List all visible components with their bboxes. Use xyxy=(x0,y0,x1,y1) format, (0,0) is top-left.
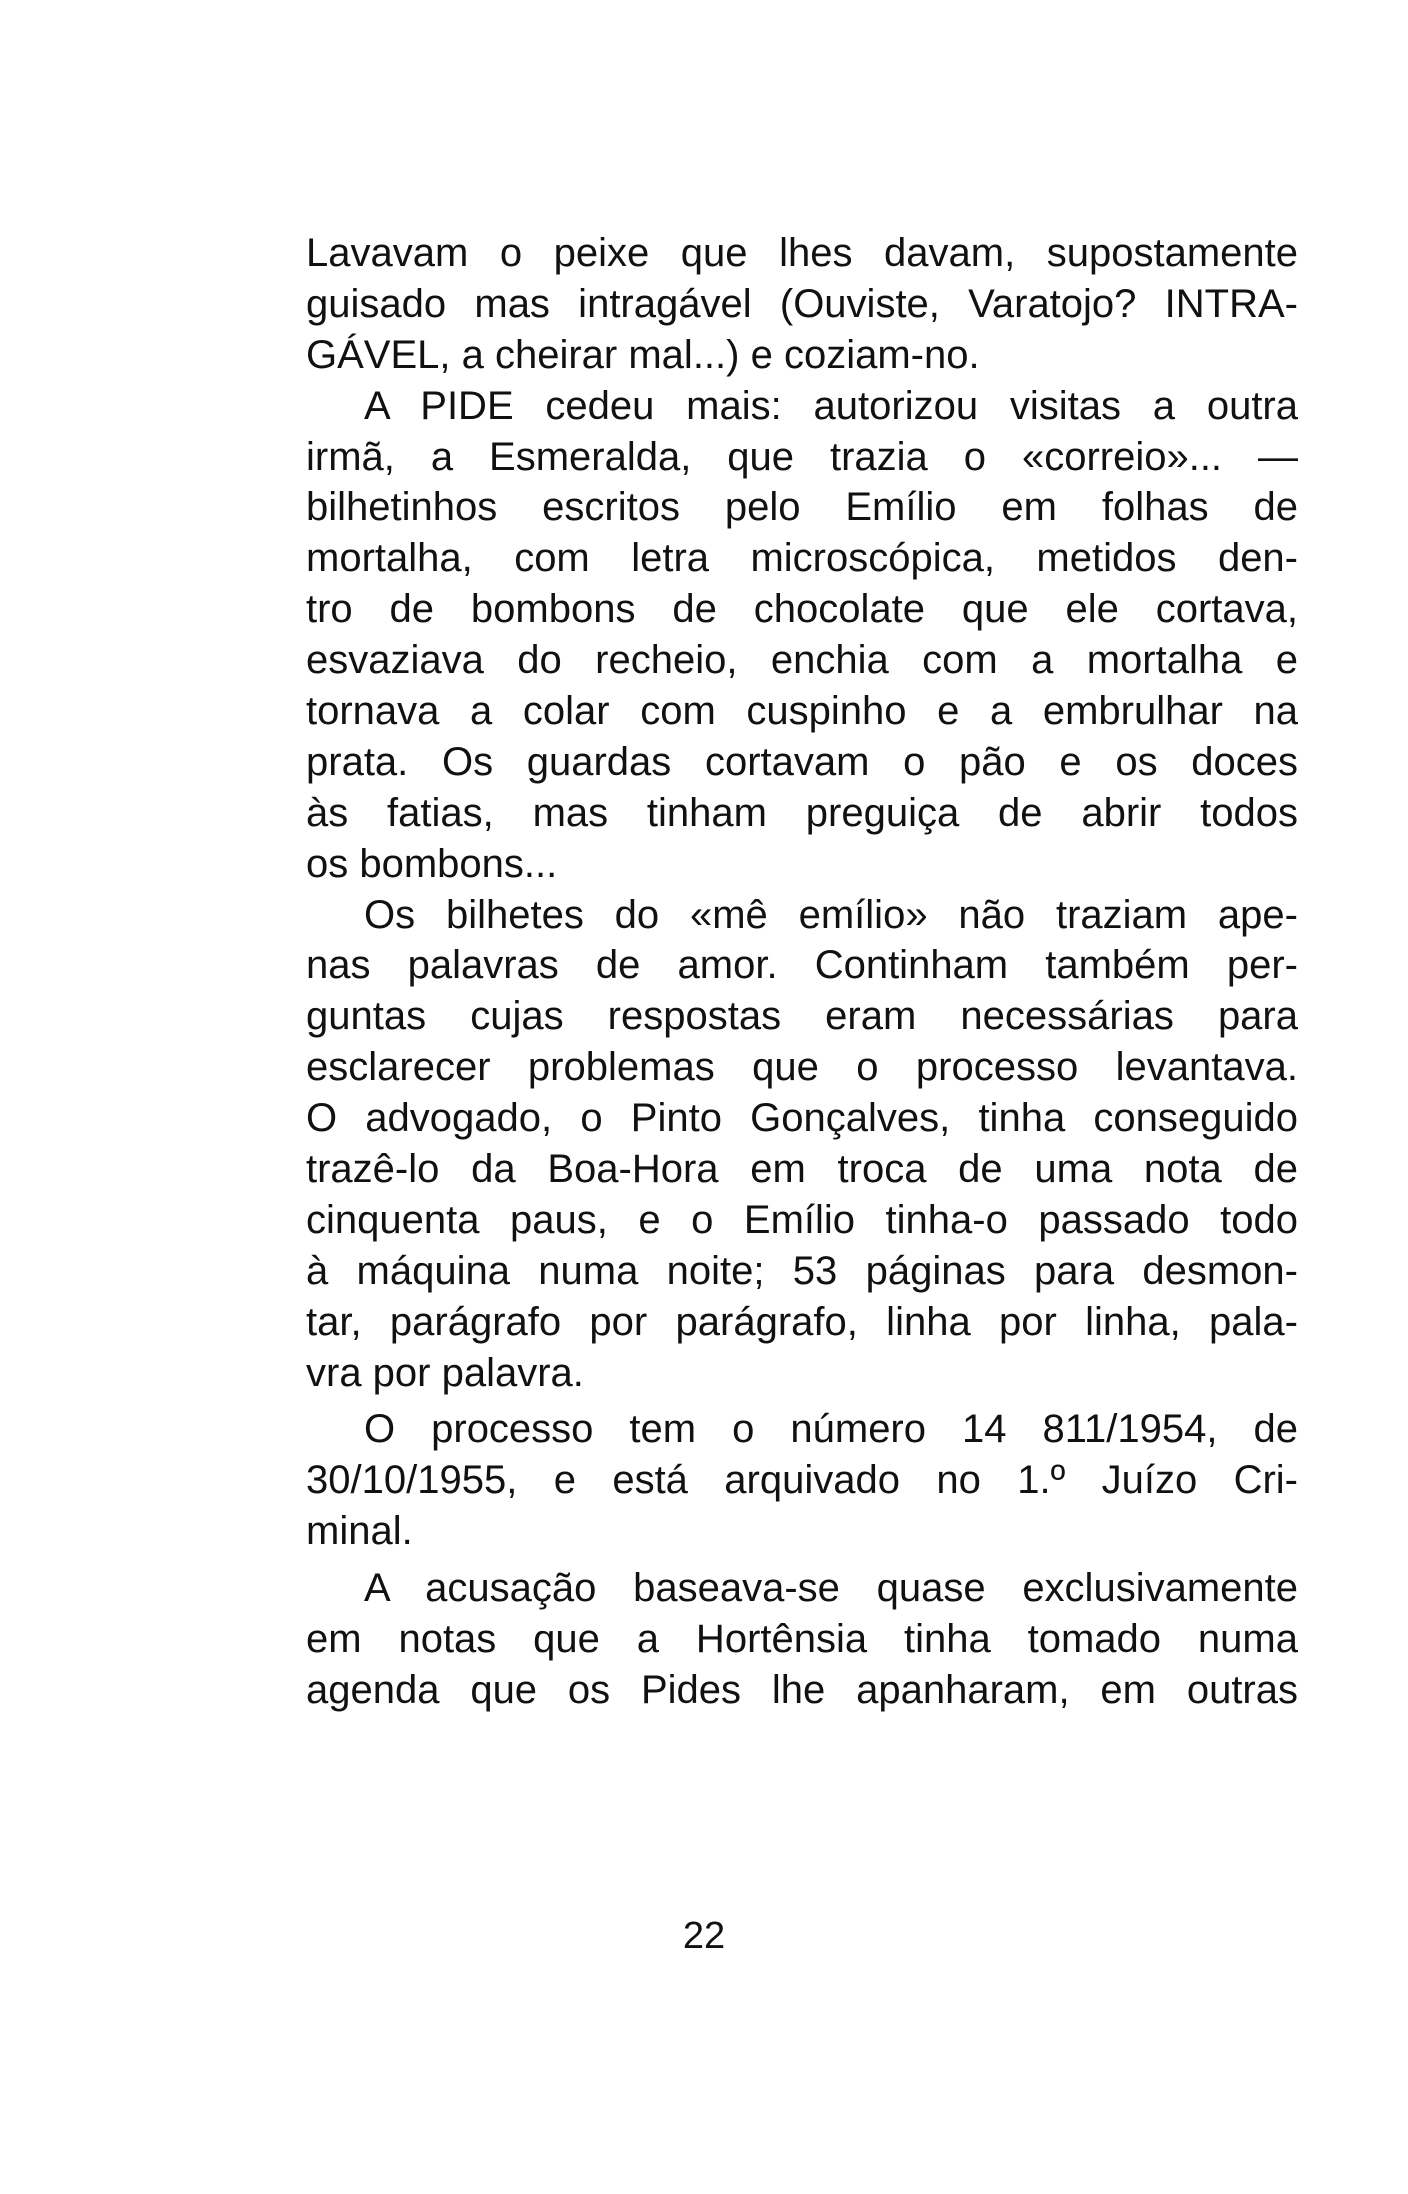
text-line: trazê-lo da Boa-Hora em troca de uma nota de xyxy=(306,1147,1298,1192)
text-line: esvaziava do recheio, enchia com a mortalha e xyxy=(306,638,1298,683)
text-line: GÁVEL, a cheirar mal...) e coziam-no. xyxy=(306,332,980,377)
text-line: prata. Os guardas cortavam o pão e os doces xyxy=(306,739,1298,784)
text-line: A acusação baseava-se quase exclusivamente xyxy=(364,1566,1298,1611)
text-line: os bombons... xyxy=(306,841,558,886)
text-line: Os bilhetes do «mê emílio» não traziam ape- xyxy=(364,892,1298,937)
paragraph-5 xyxy=(306,1563,1298,1716)
text-line: tornava a colar com cuspinho e a embrulhar na xyxy=(306,689,1298,734)
text-line: às fatias, mas tinham preguiça de abrir todos xyxy=(306,790,1298,835)
text-line: à máquina numa noite; 53 páginas para desmon- xyxy=(306,1248,1298,1293)
text-line: mortalha, com letra microscópica, metidos den- xyxy=(306,536,1298,581)
text-line: agenda que os Pides lhe apanharam, em outras xyxy=(306,1667,1298,1712)
text-line: em notas que a Hortênsia tinha tomado numa xyxy=(306,1617,1298,1662)
page-number: 22 xyxy=(682,1915,726,1957)
text-line: tar, parágrafo por parágrafo, linha por linha, pala- xyxy=(306,1299,1298,1344)
text-line: A PIDE cedeu mais: autorizou visitas a outra xyxy=(364,383,1298,428)
paragraph-1 xyxy=(306,228,1298,381)
text-line: guntas cujas respostas eram necessárias para xyxy=(306,994,1298,1039)
text-line: O advogado, o Pinto Gonçalves, tinha conseguido xyxy=(306,1096,1298,1141)
text-line: nas palavras de amor. Continham também per- xyxy=(306,943,1298,988)
text-line: irmã, a Esmeralda, que trazia o «correio»... — xyxy=(306,434,1298,479)
text-line: minal. xyxy=(306,1509,413,1554)
paragraph-2 xyxy=(306,381,1298,890)
text-line: esclarecer problemas que o processo levantava. xyxy=(306,1045,1298,1090)
paragraph-3 xyxy=(306,890,1298,1399)
body-text xyxy=(306,228,1298,1716)
text-line: vra por palavra. xyxy=(306,1350,584,1395)
text-line: O processo tem o número 14 811/1954, de xyxy=(364,1407,1298,1452)
text-line: 30/10/1955, e está arquivado no 1.º Juízo Cri- xyxy=(306,1458,1298,1503)
text-line: tro de bombons de chocolate que ele cortava, xyxy=(306,587,1298,632)
text-line: guisado mas intragável (Ouviste, Varatojo? INTRA- xyxy=(306,281,1298,326)
text-line: Lavavam o peixe que lhes davam, supostamente xyxy=(306,231,1298,275)
text-line: cinquenta paus, e o Emílio tinha-o passado todo xyxy=(306,1197,1298,1242)
text-line: bilhetinhos escritos pelo Emílio em folhas de xyxy=(306,485,1298,530)
paragraph-4 xyxy=(306,1404,1298,1557)
